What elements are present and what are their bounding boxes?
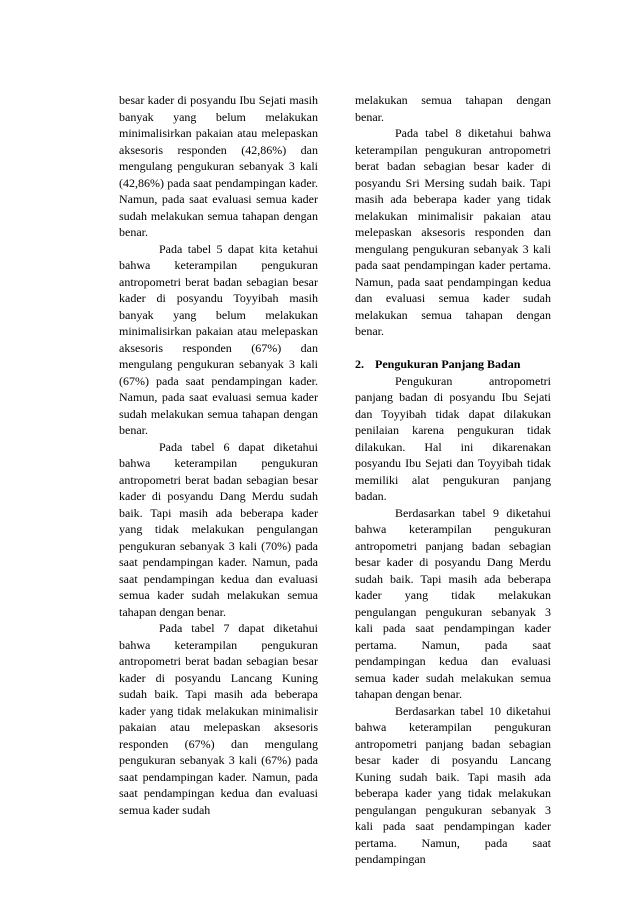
paragraph: Pada tabel 8 diketahui bahwa keterampilan pengukuran antropometri berat badan sebagian besar kader di posyandu Sri Mersing sudah baik. Tapi masih ada beberapa kader yang tidak melakukan minimalisir pakaian atau melepaskan aksesoris responden dan mengulang pengukuran sebanyak 3 kali pada saat pendampingan kader pertama. Namun, pada saat pendampingan kedua dan evaluasi semua kader sudah melakukan semua tahapan dengan benar. — [355, 126, 551, 338]
paragraph: Pada tabel 5 dapat kita ketahui bahwa keterampilan pengukuran antropometri berat badan sebagian besar kader di posyandu Toyyibah masih banyak yang belum melakukan minimalisirkan pakaian atau melepaskan aksesoris responden (67%) dan mengulang pengukuran sebanyak 3 kali (67%) pada saat pendampingan kader. Namun, pada saat evaluasi semua kader sudah melakukan semua tahapan dengan benar. — [119, 241, 318, 437]
paragraph: Berdasarkan tabel 10 diketahui bahwa keterampilan pengukuran antropometri panjang badan sebagian besar kader di posyandu Lancang Kuning sudah baik. Tapi masih ada beberapa kader yang tidak melakukan pengulangan pengukuran sebanyak 3 kali pada saat pendampingan kader pertama. Namun, pada saat pendampingan — [355, 703, 551, 866]
paragraph: Pada tabel 6 dapat diketahui bahwa keterampilan pengukuran antropometri berat badan sebagian besar kader di posyandu Dang Merdu sudah baik. Tapi masih ada beberapa kader yang tidak melakukan pengulangan pengukuran sebanyak 3 kali (70%) pada saat pendampingan kader. Namun, pada saat pendampingan kedua dan evaluasi semua kader sudah melakukan semua tahapan dengan benar. — [119, 439, 318, 619]
section-heading — [355, 356, 551, 373]
section-title: Pengukuran Panjang Badan — [375, 357, 521, 371]
right-column — [355, 92, 551, 868]
paragraph: Berdasarkan tabel 9 diketahui bahwa keterampilan pengukuran antropometri panjang badan sebagian besar kader di posyandu Dang Merdu sudah baik. Tapi masih ada beberapa kader yang tidak melakukan pengulangan pengukuran sebanyak 3 kali pada saat pendampingan kader pertama. Namun, pada saat pendampingan kedua dan evaluasi semua kader sudah melakukan semua tahapan dengan benar. — [355, 505, 551, 701]
left-column — [119, 92, 318, 818]
paragraph: Pada tabel 7 dapat diketahui bahwa keterampilan pengukuran antropometri berat badan sebagian besar kader di posyandu Lancang Kuning sudah baik. Tapi masih ada beberapa kader yang tidak melakukan minimalisir pakaian atau melepaskan aksesoris responden (67%) dan mengulang pengukuran sebanyak 3 kali (67%) pada saat pendampingan kader. Namun, pada saat pendampingan kedua dan evaluasi semua kader sudah — [119, 621, 318, 817]
paragraph: besar kader di posyandu Ibu Sejati masih banyak yang belum melakukan minimalisirkan pakaian atau melepaskan aksesoris responden (42,86%) dan mengulang pengukuran sebanyak 3 kali (42,86%) pada saat pendampingan kader. Namun, pada saat evaluasi semua kader sudah melakukan semua tahapan dengan benar. — [119, 93, 318, 239]
paragraph: melakukan semua tahapan dengan benar. — [355, 93, 551, 124]
paragraph: Pengukuran antropometri panjang badan di posyandu Ibu Sejati dan Toyyibah tidak dapat dilakukan penilaian karena pengukuran tidak dilakukan. Hal ini dikarenakan posyandu Ibu Sejati dan Toyyibah tidak memiliki alat pengukuran panjang badan. — [355, 373, 551, 503]
section-number: 2. — [355, 357, 364, 371]
